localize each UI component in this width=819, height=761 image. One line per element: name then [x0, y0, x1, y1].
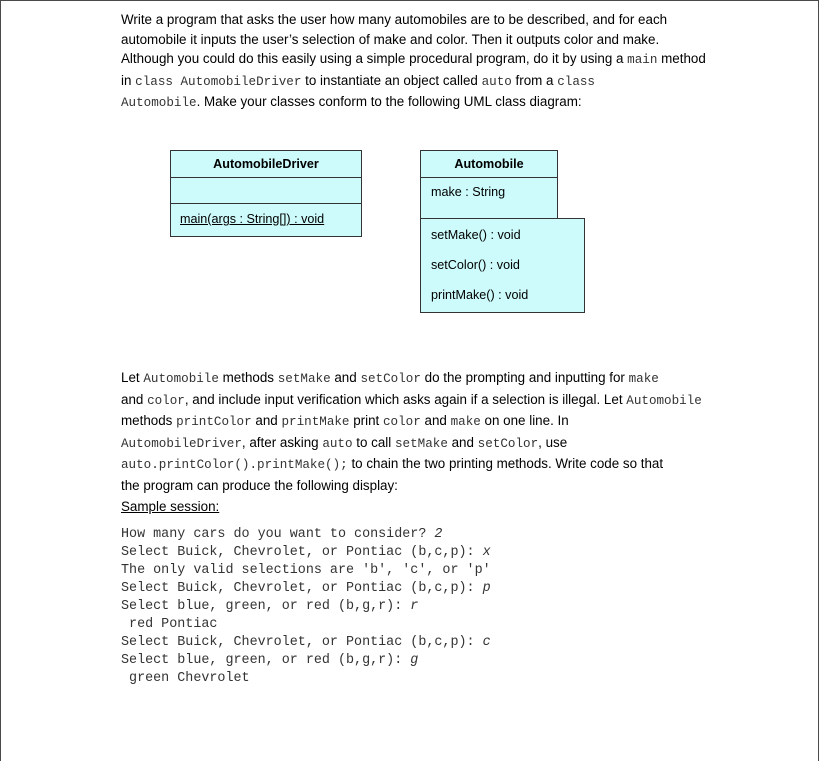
body-text: Let	[121, 370, 144, 385]
session-user-input: 2	[434, 527, 443, 542]
session-user-input: x	[482, 545, 491, 560]
body-text: methods	[218, 370, 278, 385]
body-line-5	[121, 454, 741, 476]
session-line	[121, 670, 491, 688]
body-line-6: the program can produce the following display:	[121, 477, 398, 493]
uml-class-automobiledriver	[170, 150, 362, 237]
intro-text: . Make your classes conform to the following UML class diagram:	[196, 94, 582, 110]
code-automobile: Automobile	[143, 372, 219, 386]
body-text: to chain the two printing methods. Write code so that	[347, 456, 664, 472]
code-make: make	[628, 372, 659, 386]
code-make: make	[450, 415, 481, 430]
session-prompt-text: Select blue, green, or red (b,g,r):	[121, 653, 411, 668]
uml-method-text: main(args : String[]) : void	[180, 212, 325, 226]
sample-session-output	[121, 526, 491, 688]
body-text: methods	[121, 413, 177, 429]
code-printcolor: printColor	[176, 415, 252, 430]
code-class-driver: class AutomobileDriver	[135, 74, 302, 89]
session-prompt-text: Select Buick, Chevrolet, or Pontiac (b,c,p):	[121, 545, 483, 560]
body-text: and	[420, 413, 451, 429]
body-text: , after asking	[241, 434, 323, 450]
session-line	[121, 526, 491, 544]
session-prompt-text: red Pontiac	[121, 617, 218, 632]
session-prompt-text: Select Buick, Chevrolet, or Pontiac (b,c,p):	[121, 581, 483, 596]
session-user-input: r	[410, 599, 419, 614]
uml-class-automobile	[420, 150, 558, 220]
intro-text: to instantiate an object called	[301, 72, 482, 88]
body-text: , use	[538, 434, 568, 450]
intro-text: method	[657, 51, 706, 67]
session-line	[121, 652, 491, 670]
body-text: print	[349, 413, 383, 429]
session-prompt-text: Select Buick, Chevrolet, or Pontiac (b,c,p):	[121, 635, 483, 650]
session-line	[121, 598, 491, 616]
body-text: , and include input verification which asks again if a selection is illegal. Let	[184, 391, 627, 407]
body-line-4	[121, 433, 741, 455]
uml-attribute-make: make : String	[431, 185, 506, 199]
uml-method-main	[171, 204, 361, 234]
body-text: and	[121, 391, 148, 407]
session-line	[121, 544, 491, 562]
code-auto: auto	[481, 74, 512, 89]
session-prompt-text: How many cars do you want to consider?	[121, 527, 435, 542]
session-prompt-text: Select blue, green, or red (b,g,r):	[121, 599, 411, 614]
code-auto: auto	[322, 436, 353, 451]
session-prompt-text: green Chevrolet	[121, 671, 250, 686]
intro-text: Although you could do this easily using a simple procedural program, do it by using a	[121, 51, 628, 67]
intro-line-2: automobile it inputs the user’s selection of make and color. Then it outputs color and make.	[121, 31, 660, 47]
code-color: color	[147, 393, 185, 408]
code-automobile: Automobile	[626, 393, 702, 408]
code-setcolor: setColor	[477, 436, 539, 451]
body-text: and	[330, 370, 361, 385]
code-printmake: printMake	[281, 415, 350, 430]
session-user-input: g	[410, 653, 419, 668]
body-line-2	[121, 390, 741, 412]
uml-method-printmake: printMake() : void	[431, 288, 529, 302]
uml-method-setmake: setMake() : void	[431, 228, 521, 242]
code-chain-call: auto.printColor().printMake();	[121, 458, 348, 473]
session-user-input: p	[482, 581, 491, 596]
code-setmake: setMake	[394, 436, 448, 451]
body-text: and	[251, 413, 282, 429]
session-line	[121, 616, 491, 634]
code-setcolor: setColor	[360, 372, 421, 386]
intro-paragraph	[121, 10, 731, 114]
code-automobile: Automobile	[121, 96, 197, 111]
intro-line-1: Write a program that asks the user how many automobiles are to be described, and for each	[121, 12, 668, 27]
code-class: class	[557, 74, 595, 89]
body-text: do the prompting and inputting for	[420, 370, 629, 385]
body-line-3	[121, 411, 741, 433]
body-text: and	[447, 434, 478, 450]
session-line	[121, 562, 491, 580]
sample-session-heading: Sample session:	[121, 499, 220, 514]
intro-line-3	[121, 49, 731, 71]
uml-class-name: AutomobileDriver	[171, 151, 361, 178]
code-color: color	[383, 415, 421, 430]
body-paragraph	[121, 368, 741, 496]
body-line-1	[121, 368, 741, 390]
session-line	[121, 634, 491, 652]
code-main: main	[627, 53, 658, 68]
session-user-input: c	[482, 635, 491, 650]
session-prompt-text: The only valid selections are 'b', 'c', or 'p'	[121, 563, 491, 578]
code-automobiledriver: AutomobileDriver	[121, 436, 242, 451]
intro-text: in	[121, 72, 136, 88]
intro-text: from a	[511, 72, 558, 88]
session-line	[121, 580, 491, 598]
uml-attributes-section	[171, 178, 361, 204]
intro-line-5	[121, 92, 731, 114]
intro-line-4	[121, 71, 731, 93]
body-text: on one line. In	[480, 413, 569, 429]
code-setmake: setMake	[277, 372, 331, 386]
uml-method-setcolor: setColor() : void	[431, 258, 520, 272]
uml-class-name: Automobile	[421, 151, 557, 178]
uml-methods-automobile	[420, 218, 585, 313]
body-text: to call	[352, 434, 395, 450]
